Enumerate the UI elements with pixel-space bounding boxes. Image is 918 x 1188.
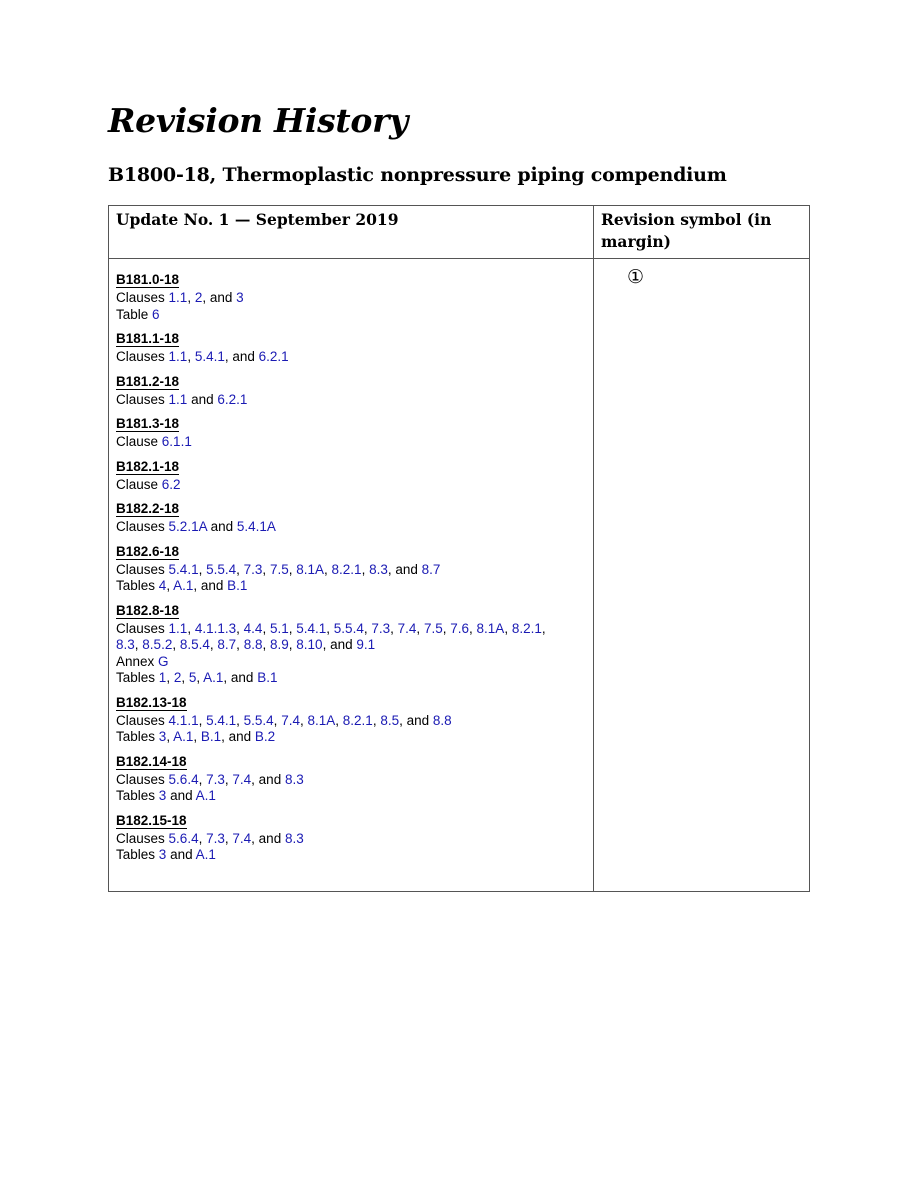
clause-link[interactable]: 5.6.4 bbox=[168, 771, 199, 787]
standard-id: B182.15-18 bbox=[116, 812, 187, 828]
clause-link[interactable]: 3 bbox=[158, 788, 167, 803]
reference-prefix: Tables bbox=[116, 847, 156, 862]
changes-list bbox=[109, 259, 593, 864]
clause-link[interactable]: 8.1A bbox=[307, 712, 336, 728]
clause-link[interactable]: 1.1 bbox=[168, 391, 188, 407]
clause-link[interactable]: A.1 bbox=[173, 729, 194, 744]
standard-entry bbox=[116, 500, 593, 536]
reference-line: Clauses 5.6.4, 7.3, 7.4, and 8.3 bbox=[116, 771, 304, 787]
clause-link[interactable]: 2 bbox=[173, 670, 182, 685]
clause-link[interactable]: 8.5.4 bbox=[179, 637, 210, 652]
clause-link[interactable]: 7.3 bbox=[206, 771, 225, 787]
clause-link[interactable]: 2 bbox=[194, 290, 203, 305]
clause-link[interactable]: 7.5 bbox=[423, 620, 443, 636]
reference-line: Clauses 5.6.4, 7.3, 7.4, and 8.3 bbox=[116, 830, 304, 846]
clause-link[interactable]: 8.9 bbox=[269, 637, 289, 652]
standard-id: B182.8-18 bbox=[116, 602, 180, 618]
standard-id: B182.1-18 bbox=[116, 458, 180, 474]
clause-link[interactable]: 8.3 bbox=[284, 830, 304, 846]
reference-line: Clauses 4.1.1, 5.4.1, 5.5.4, 7.4, 8.1A, 8.2.1, 8.5, and 8.8 bbox=[116, 712, 452, 728]
clause-link[interactable]: 8.1A bbox=[476, 620, 505, 636]
clause-link[interactable]: 5.4.1 bbox=[168, 561, 199, 577]
clause-link[interactable]: 7.3 bbox=[371, 620, 391, 636]
clause-link[interactable]: 5.5.4 bbox=[333, 620, 364, 636]
clause-link[interactable]: 5.5.4 bbox=[243, 712, 274, 728]
reference-line: Tables 3, A.1, B.1, and B.2 bbox=[116, 729, 276, 744]
reference-line: Clauses 1.1, 4.1.1.3, 4.4, 5.1, 5.4.1, 5.5.4, 7.3, 7.4, 7.5, 7.6, 8.1A, 8.2.1, 8.3, 8.5.2, 8.5.4, 8.7, 8.8, 8.9, 8.10, and 9.1 bbox=[116, 620, 546, 652]
clause-link[interactable]: 1.1 bbox=[168, 349, 188, 364]
clause-link[interactable]: 8.3 bbox=[369, 561, 388, 577]
clause-link[interactable]: A.1 bbox=[173, 578, 194, 593]
clause-link[interactable]: 1 bbox=[158, 670, 167, 685]
clause-link[interactable]: 3 bbox=[158, 847, 167, 862]
revision-table bbox=[108, 205, 810, 892]
clause-link[interactable]: 1.1 bbox=[168, 620, 188, 636]
standard-entry bbox=[116, 812, 593, 864]
reference-prefix: Clauses bbox=[116, 712, 165, 728]
standard-id: B182.6-18 bbox=[116, 543, 180, 559]
clause-link[interactable]: 5.4.1 bbox=[194, 349, 225, 364]
clause-link[interactable]: 5.4.1A bbox=[236, 519, 276, 534]
reference-prefix: Clauses bbox=[116, 290, 165, 305]
reference-prefix: Tables bbox=[116, 578, 156, 593]
standard-entry bbox=[116, 753, 593, 805]
clause-link[interactable]: 8.5 bbox=[380, 712, 400, 728]
reference-line bbox=[116, 434, 593, 451]
clause-link[interactable]: B.1 bbox=[200, 729, 222, 744]
clause-link[interactable]: 8.8 bbox=[243, 637, 263, 652]
reference-prefix: Clauses bbox=[116, 561, 165, 577]
clause-link[interactable]: 7.4 bbox=[232, 771, 252, 787]
clause-link[interactable]: 7.6 bbox=[450, 620, 470, 636]
clause-link[interactable]: 8.7 bbox=[217, 637, 237, 652]
reference-line: Clauses 1.1, 2, and 3 bbox=[116, 290, 244, 305]
clause-link[interactable]: 8.1A bbox=[296, 561, 325, 577]
clause-link[interactable]: 8.8 bbox=[432, 712, 452, 728]
clause-link[interactable]: 8.10 bbox=[296, 637, 323, 652]
reference-prefix: Tables bbox=[116, 788, 156, 803]
reference-prefix: Table bbox=[116, 306, 149, 322]
revision-symbol-icon: ① bbox=[627, 266, 645, 288]
reference-prefix: Clause bbox=[116, 434, 159, 449]
reference-prefix: Clauses bbox=[116, 771, 165, 787]
standard-id: B182.14-18 bbox=[116, 753, 187, 769]
reference-line: Clauses 5.2.1A and 5.4.1A bbox=[116, 519, 276, 534]
table-body-row bbox=[109, 259, 810, 892]
clause-link[interactable]: G bbox=[158, 653, 169, 669]
clause-link[interactable]: 7.3 bbox=[206, 830, 225, 846]
table-header-row bbox=[109, 206, 810, 259]
clause-link[interactable]: 6.2 bbox=[161, 476, 181, 492]
clause-link[interactable]: 6.1.1 bbox=[161, 434, 192, 449]
reference-line: Tables 1, 2, 5, A.1, and B.1 bbox=[116, 670, 278, 685]
reference-prefix: Annex bbox=[116, 653, 155, 669]
clause-link[interactable]: 4.1.1.3 bbox=[194, 620, 237, 636]
reference-line: Tables 3 and A.1 bbox=[116, 847, 216, 862]
clause-link[interactable]: 7.4 bbox=[232, 830, 252, 846]
standard-entry bbox=[116, 694, 593, 746]
standard-entry bbox=[116, 543, 593, 595]
reference-line: Clauses 1.1, 5.4.1, and 6.2.1 bbox=[116, 349, 289, 364]
clause-link[interactable]: 5.2.1A bbox=[168, 519, 207, 534]
clause-link[interactable]: 7.5 bbox=[269, 561, 289, 577]
reference-prefix: Clauses bbox=[116, 830, 165, 846]
clause-link[interactable]: 8.3 bbox=[116, 637, 135, 652]
standard-entry bbox=[116, 373, 593, 409]
reference-prefix: Clauses bbox=[116, 519, 165, 534]
reference-prefix: Clauses bbox=[116, 391, 165, 407]
standard-entry bbox=[116, 271, 593, 323]
standard-id: B181.1-18 bbox=[116, 331, 180, 346]
reference-line bbox=[116, 477, 593, 494]
page-title: Revision History bbox=[108, 101, 409, 140]
clause-link[interactable]: 5.6.4 bbox=[168, 830, 199, 846]
clause-link[interactable]: 5.4.1 bbox=[206, 712, 237, 728]
clause-link[interactable]: 7.4 bbox=[281, 712, 300, 728]
clause-link[interactable]: 8.3 bbox=[284, 771, 304, 787]
reference-line bbox=[116, 307, 593, 324]
clause-link[interactable]: B.1 bbox=[227, 578, 248, 593]
clause-link[interactable]: 3 bbox=[236, 290, 244, 305]
standard-id: B181.0-18 bbox=[116, 272, 180, 287]
standard-id: B182.13-18 bbox=[116, 694, 187, 710]
clause-link[interactable]: 6.2.1 bbox=[258, 349, 289, 364]
symbol-header: Revision symbol (in margin) bbox=[601, 210, 772, 251]
reference-line: Clauses 5.4.1, 5.5.4, 7.3, 7.5, 8.1A, 8.2.1, 8.3, and 8.7 bbox=[116, 561, 441, 577]
reference-line: Tables 4, A.1, and B.1 bbox=[116, 578, 248, 593]
clause-link[interactable]: 8.7 bbox=[421, 561, 441, 577]
reference-prefix: Tables bbox=[116, 729, 156, 744]
clause-link[interactable]: 6.2.1 bbox=[217, 391, 248, 407]
reference-line: Clauses 1.1 and 6.2.1 bbox=[116, 391, 248, 407]
update-header: Update No. 1 — September 2019 bbox=[116, 210, 399, 229]
reference-prefix: Tables bbox=[116, 670, 156, 685]
clause-link[interactable]: 8.5.2 bbox=[142, 637, 173, 652]
clause-link[interactable]: 5.5.4 bbox=[206, 561, 237, 577]
standard-entry bbox=[116, 602, 593, 687]
reference-line bbox=[116, 654, 593, 671]
clause-link[interactable]: 3 bbox=[158, 729, 167, 744]
clause-link[interactable]: 6 bbox=[152, 306, 160, 322]
clause-link[interactable]: 4.1.1 bbox=[168, 712, 199, 728]
clause-link[interactable]: 1.1 bbox=[168, 290, 188, 305]
clause-link[interactable]: 9.1 bbox=[356, 637, 376, 652]
clause-link[interactable]: 7.3 bbox=[243, 561, 263, 577]
reference-line: Tables 3 and A.1 bbox=[116, 788, 216, 803]
document-subtitle: B1800-18, Thermoplastic nonpressure piping compendium bbox=[108, 164, 727, 186]
clause-link[interactable]: 5.1 bbox=[269, 620, 289, 636]
clause-link[interactable]: 7.4 bbox=[397, 620, 417, 636]
clause-link[interactable]: A.1 bbox=[195, 788, 216, 803]
clause-link[interactable]: 8.2.1 bbox=[511, 620, 542, 636]
clause-link[interactable]: B.1 bbox=[257, 670, 278, 685]
clause-link[interactable]: A.1 bbox=[203, 670, 224, 685]
clause-link[interactable]: 8.2.1 bbox=[331, 561, 362, 577]
standard-entry bbox=[116, 458, 593, 494]
clause-link[interactable]: 5.4.1 bbox=[296, 620, 327, 636]
symbol-header-cell bbox=[594, 206, 810, 259]
update-header-cell bbox=[109, 206, 594, 259]
reference-prefix: Clauses bbox=[116, 349, 165, 364]
changes-cell bbox=[109, 259, 594, 892]
standard-id: B181.3-18 bbox=[116, 416, 180, 431]
reference-prefix: Clauses bbox=[116, 620, 165, 636]
standard-entry bbox=[116, 330, 593, 366]
reference-prefix: Clause bbox=[116, 476, 159, 492]
clause-link[interactable]: 5 bbox=[188, 670, 197, 685]
standard-id: B181.2-18 bbox=[116, 373, 180, 389]
clause-link[interactable]: B.2 bbox=[254, 729, 276, 744]
standard-id: B182.2-18 bbox=[116, 501, 180, 516]
symbol-cell bbox=[594, 259, 810, 892]
clause-link[interactable]: 4.4 bbox=[243, 620, 263, 636]
standard-entry bbox=[116, 415, 593, 451]
clause-link[interactable]: 8.2.1 bbox=[342, 712, 373, 728]
clause-link[interactable]: A.1 bbox=[195, 847, 216, 862]
clause-link[interactable]: 4 bbox=[158, 578, 167, 593]
